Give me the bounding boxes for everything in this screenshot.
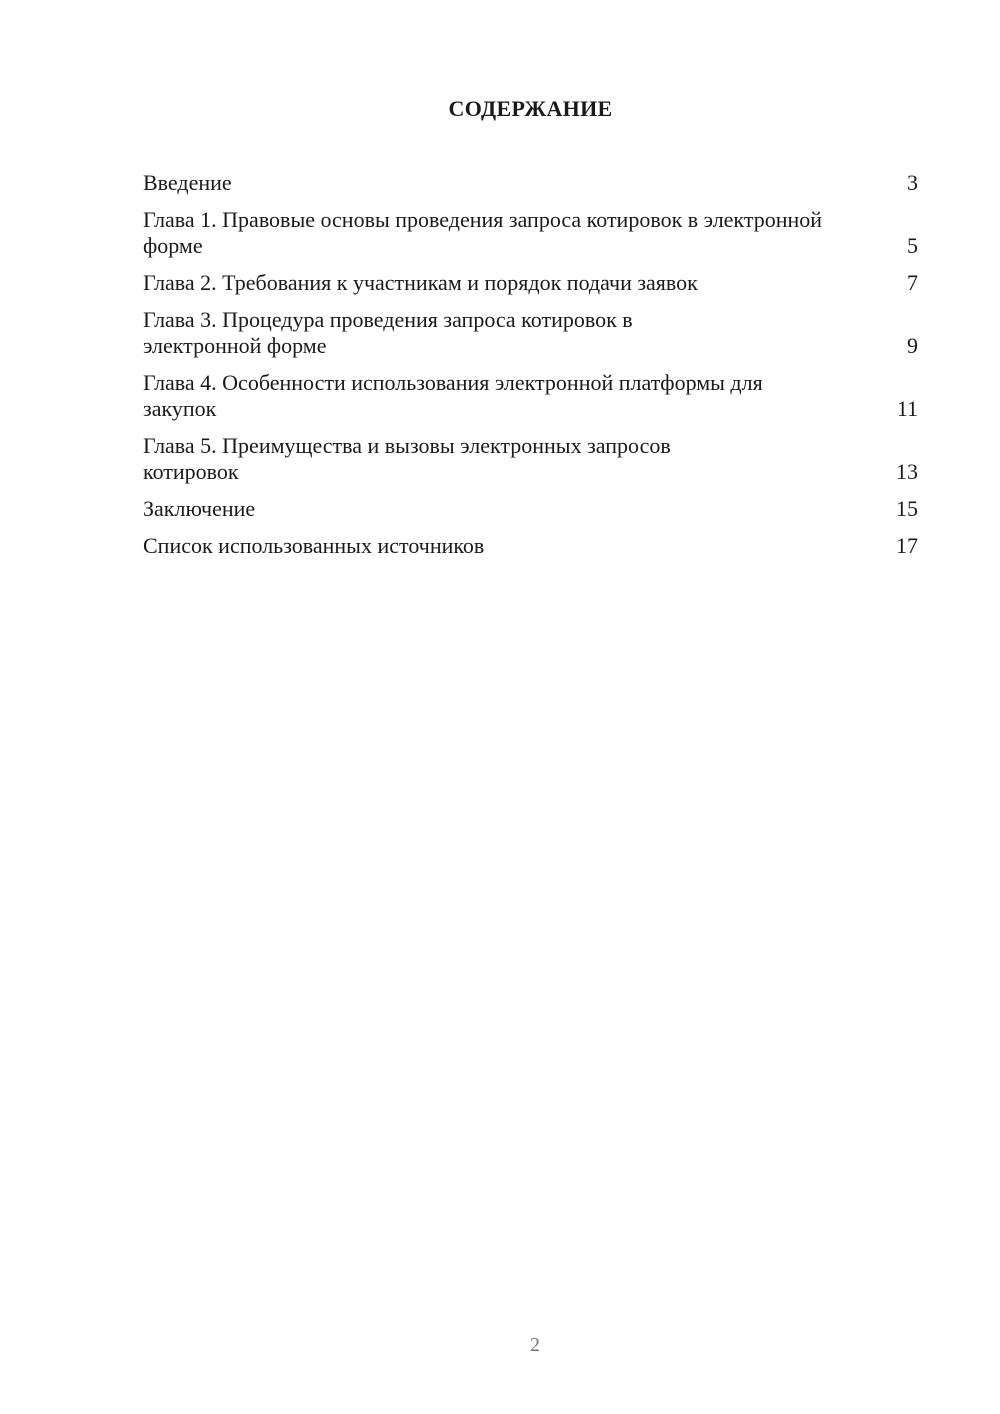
toc-entry-chapter-4 xyxy=(143,370,918,422)
toc-entry-chapter-5 xyxy=(143,433,918,485)
toc-entry-label: Заключение xyxy=(143,496,256,521)
toc-entry-page: 5 xyxy=(907,233,918,258)
toc-entry-conclusion xyxy=(143,496,918,522)
toc-entry-chapter-1 xyxy=(143,207,918,259)
page-number: 2 xyxy=(530,1334,540,1356)
toc-entry-label: Список использованных источников xyxy=(143,533,485,558)
table-of-contents xyxy=(143,170,918,570)
toc-entry-page: 13 xyxy=(896,459,918,484)
toc-entry-page: 7 xyxy=(907,270,918,295)
toc-entry-chapter-2 xyxy=(143,270,918,296)
toc-entry-introduction xyxy=(143,170,918,196)
toc-entry-page: 17 xyxy=(896,533,918,558)
toc-entry-page: 11 xyxy=(896,396,918,421)
toc-entry-page: 3 xyxy=(907,170,918,195)
toc-entry-label: Глава 1. Правовые основы проведения запроса котировок в электронной форме xyxy=(143,207,823,258)
toc-entry-label: Глава 2. Требования к участникам и порядок подачи заявок xyxy=(143,270,698,295)
toc-entry-page: 15 xyxy=(896,496,918,521)
toc-title: СОДЕРЖАНИЕ xyxy=(448,96,613,121)
toc-entry-label: Глава 4. Особенности использования электронной платформы для закупок xyxy=(143,370,763,421)
toc-entry-chapter-3 xyxy=(143,307,918,359)
toc-entry-references xyxy=(143,533,918,559)
toc-entry-label: Глава 5. Преимущества и вызовы электронных запросов котировок xyxy=(143,433,671,484)
toc-entry-page: 9 xyxy=(907,333,918,358)
toc-entry-label: Глава 3. Процедура проведения запроса котировок в электронной форме xyxy=(143,307,633,358)
toc-entry-label: Введение xyxy=(143,170,232,195)
